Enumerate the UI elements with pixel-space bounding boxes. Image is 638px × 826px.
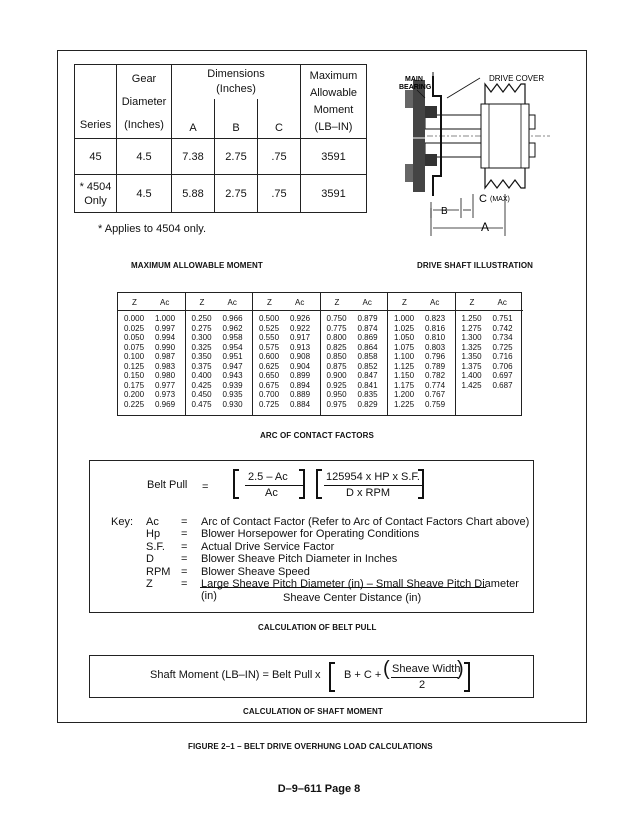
arc-header-z: Z xyxy=(334,298,340,307)
cell-b: 2.75 xyxy=(215,139,258,175)
arc-ac-value: 0.879 xyxy=(357,314,378,323)
arc-ac-value: 0.823 xyxy=(425,314,446,323)
arc-row xyxy=(388,362,455,372)
bracket-left-3 xyxy=(329,662,335,692)
arc-row xyxy=(253,333,320,343)
arc-z-value: 0.050 xyxy=(124,333,145,342)
arc-z-value: 1.225 xyxy=(394,399,415,409)
arc-z-value: 0.275 xyxy=(191,323,212,333)
arc-z-value: 0.725 xyxy=(259,399,280,409)
arc-row xyxy=(186,343,253,353)
arc-ac-value: 0.782 xyxy=(425,371,446,380)
arc-row xyxy=(118,400,185,410)
header-col-c: C xyxy=(258,99,301,139)
arc-header-z: Z xyxy=(469,298,475,307)
arc-z-value: 0.175 xyxy=(124,380,145,390)
arc-row xyxy=(321,343,388,353)
arc-z-value: 0.800 xyxy=(326,333,347,342)
arc-row xyxy=(186,400,253,410)
shaft-fraction-line xyxy=(391,677,458,678)
sheave xyxy=(481,84,529,188)
arc-column xyxy=(321,293,389,415)
arc-z-value: 0.675 xyxy=(259,380,280,390)
arc-row xyxy=(118,362,185,372)
arc-ac-value: 0.994 xyxy=(155,333,176,342)
arc-ac-value: 0.930 xyxy=(222,399,243,409)
arc-header-z: Z xyxy=(132,298,137,307)
arc-z-value: 1.100 xyxy=(394,352,415,361)
arc-header-z: Z xyxy=(402,298,407,307)
arc-z-value: 0.225 xyxy=(124,399,145,409)
arc-row xyxy=(388,400,455,410)
arc-row xyxy=(388,371,455,381)
arc-row xyxy=(186,390,253,400)
arc-ac-value: 0.943 xyxy=(222,371,243,380)
arc-ac-value: 0.947 xyxy=(222,361,243,371)
caption-belt-pull: CALCULATION OF BELT PULL xyxy=(258,623,377,632)
arc-z-value: 0.000 xyxy=(124,314,145,323)
arc-row xyxy=(118,381,185,391)
arc-ac-value: 1.000 xyxy=(155,314,176,323)
arc-z-value: 0.250 xyxy=(191,314,212,323)
arc-header-z: Z xyxy=(199,298,205,307)
arc-ac-value: 0.789 xyxy=(425,361,446,371)
arc-row xyxy=(388,324,455,334)
arc-row xyxy=(118,343,185,353)
arc-ac-value: 0.990 xyxy=(155,342,176,352)
arc-header-ac: Ac xyxy=(295,298,305,307)
page-footer: D–9–611 Page 8 xyxy=(277,783,361,795)
arc-row xyxy=(321,381,388,391)
arc-row xyxy=(186,333,253,343)
arc-row xyxy=(456,381,524,391)
arc-row xyxy=(253,352,320,362)
bracket-left-2 xyxy=(316,469,322,499)
arc-ac-value: 0.889 xyxy=(290,390,311,399)
key-symbol: Z xyxy=(146,578,153,590)
cell-a: 5.88 xyxy=(172,175,215,213)
bracket-right-1 xyxy=(299,469,305,499)
arc-column-header xyxy=(456,298,524,310)
arc-column xyxy=(186,293,254,415)
arc-header-separator xyxy=(321,310,388,311)
arc-ac-value: 0.858 xyxy=(357,352,378,361)
arc-row xyxy=(253,314,320,324)
arc-of-contact-table xyxy=(117,292,522,416)
key-equals: = xyxy=(181,540,188,553)
frac2-line xyxy=(324,485,422,486)
arc-ac-value: 0.973 xyxy=(155,390,176,399)
arc-ac-value: 0.697 xyxy=(492,371,513,380)
arc-ac-value: 0.939 xyxy=(222,380,243,390)
arc-header-separator xyxy=(186,310,253,311)
arc-z-value: 1.150 xyxy=(394,371,415,380)
paren-left: ( xyxy=(383,658,390,680)
key-description: Blower Horsepower for Operating Conditions xyxy=(201,528,420,541)
arc-ac-value: 0.869 xyxy=(357,333,378,342)
arc-ac-value: 0.977 xyxy=(155,380,176,390)
arc-ac-value: 0.725 xyxy=(492,342,513,352)
arc-z-value: 0.300 xyxy=(191,333,212,342)
frac2-denominator: D x RPM xyxy=(346,487,390,499)
arc-z-value: 1.275 xyxy=(461,323,482,333)
arc-row xyxy=(186,362,253,372)
arc-ac-value: 0.742 xyxy=(492,323,513,333)
arc-ac-value: 0.980 xyxy=(155,371,176,380)
key-equals: = xyxy=(181,528,188,541)
header-dimensions: Dimensions (Inches) xyxy=(172,65,301,99)
arc-header-ac: Ac xyxy=(362,298,372,307)
key-symbol: RPM xyxy=(146,565,171,578)
arc-z-value: 1.125 xyxy=(394,361,415,371)
arc-ac-value: 0.829 xyxy=(357,399,378,409)
arc-z-value: 0.325 xyxy=(191,342,212,352)
header-col-a: A xyxy=(172,99,215,139)
key-equals: = xyxy=(181,565,188,578)
arc-ac-value: 0.852 xyxy=(357,361,378,371)
arc-row xyxy=(321,400,388,410)
label-c: C xyxy=(479,193,487,205)
arc-z-value: 0.025 xyxy=(124,323,145,333)
cell-c: .75 xyxy=(258,139,301,175)
arc-row xyxy=(253,324,320,334)
arc-z-value: 1.300 xyxy=(461,333,482,342)
key-equals: = xyxy=(181,578,188,590)
cell-series: 45 xyxy=(75,139,117,175)
arc-z-value: 1.375 xyxy=(461,361,482,371)
arc-ac-value: 0.904 xyxy=(290,361,311,371)
arc-ac-value: 0.803 xyxy=(425,342,446,352)
table-row xyxy=(75,175,367,213)
arc-column-header xyxy=(321,298,388,310)
arc-z-value: 0.125 xyxy=(124,361,145,371)
arc-row xyxy=(456,343,524,353)
arc-z-value: 1.350 xyxy=(461,352,482,361)
label-b: B xyxy=(441,206,448,217)
arc-ac-value: 0.899 xyxy=(290,371,311,380)
footnote: * Applies to 4504 only. xyxy=(98,223,207,235)
arc-ac-value: 0.922 xyxy=(290,323,311,333)
arc-header-ac: Ac xyxy=(497,298,507,307)
arc-row xyxy=(253,362,320,372)
key-description: Arc of Contact Factor (Refer to Arc of Contact Factors Chart above) xyxy=(201,516,530,528)
shaft-moment-denominator: 2 xyxy=(419,679,426,691)
z-fraction-line xyxy=(200,587,486,588)
arc-row xyxy=(456,362,524,372)
arc-ac-value: 0.954 xyxy=(222,342,243,352)
arc-ac-value: 0.796 xyxy=(425,352,446,361)
arc-ac-value: 0.706 xyxy=(492,361,513,371)
header-max-moment: Maximum Allowable Moment (LB–IN) xyxy=(301,65,367,139)
arc-ac-value: 0.913 xyxy=(290,342,311,352)
arc-row xyxy=(186,324,253,334)
arc-column-header xyxy=(186,298,253,310)
arc-row xyxy=(321,390,388,400)
arc-z-value: 0.425 xyxy=(191,380,212,390)
arc-ac-value: 0.894 xyxy=(290,380,311,390)
arc-ac-value: 0.759 xyxy=(425,399,446,409)
arc-row xyxy=(456,333,524,343)
label-c-max: (MAX) xyxy=(490,196,510,203)
arc-header-ac: Ac xyxy=(160,298,170,307)
arc-row xyxy=(253,343,320,353)
arc-z-value: 1.200 xyxy=(394,390,415,399)
arc-row xyxy=(456,371,524,381)
arc-header-ac: Ac xyxy=(227,298,237,307)
cell-moment: 3591 xyxy=(301,175,367,213)
caption-shaft-moment: CALCULATION OF SHAFT MOMENT xyxy=(243,707,383,716)
arc-ac-value: 0.816 xyxy=(425,323,446,333)
arc-row xyxy=(321,352,388,362)
arc-header-z: Z xyxy=(267,298,272,307)
arc-column-header xyxy=(388,298,455,310)
arc-z-value: 0.900 xyxy=(326,371,347,380)
arc-row xyxy=(321,362,388,372)
key-symbol: Hp xyxy=(146,528,161,541)
figure-caption: FIGURE 2–1 – BELT DRIVE OVERHUNG LOAD CALCULATIONS xyxy=(188,742,433,751)
key-description: Actual Drive Service Factor xyxy=(201,540,335,553)
arc-row xyxy=(321,333,388,343)
key-symbol: S.F. xyxy=(146,540,165,553)
arc-column xyxy=(118,293,186,415)
arc-row xyxy=(253,381,320,391)
frac1-numerator: 2.5 – Ac xyxy=(248,471,288,483)
key-description: Blower Sheave Speed xyxy=(201,565,310,578)
key-equals: = xyxy=(181,553,188,566)
arc-z-value: 0.500 xyxy=(259,314,280,323)
arc-row xyxy=(388,390,455,400)
arc-ac-value: 0.908 xyxy=(290,352,311,361)
arc-z-value: 0.550 xyxy=(259,333,280,342)
arc-header-separator xyxy=(118,310,185,311)
arc-z-value: 1.250 xyxy=(461,314,482,323)
arc-column-header xyxy=(118,298,185,310)
frac1-line xyxy=(245,485,305,486)
arc-row xyxy=(186,371,253,381)
arc-row xyxy=(253,390,320,400)
header-col-b: B xyxy=(215,99,258,139)
arc-ac-value: 0.926 xyxy=(290,314,311,323)
arc-row xyxy=(253,371,320,381)
arc-row xyxy=(388,314,455,324)
arc-ac-value: 0.917 xyxy=(290,333,311,342)
cell-diameter: 4.5 xyxy=(117,139,172,175)
shaft-moment-box xyxy=(89,655,534,698)
arc-row xyxy=(186,381,253,391)
frac2-numerator: 125954 x HP x S.F. xyxy=(326,471,420,483)
belt-pull-equals: = xyxy=(202,481,209,493)
arc-z-value: 0.975 xyxy=(326,399,347,409)
arc-z-value: 0.700 xyxy=(259,390,280,399)
arc-ac-value: 0.951 xyxy=(222,352,243,361)
arc-header-separator xyxy=(456,310,524,311)
arc-ac-value: 0.847 xyxy=(357,371,378,380)
arc-ac-value: 0.962 xyxy=(222,323,243,333)
key-title: Key: xyxy=(111,516,134,528)
arc-ac-value: 0.874 xyxy=(357,323,378,333)
arc-ac-value: 0.841 xyxy=(357,380,378,390)
arc-z-value: 1.050 xyxy=(394,333,415,342)
arc-row xyxy=(456,352,524,362)
arc-z-value: 1.425 xyxy=(461,380,482,390)
arc-header-separator xyxy=(253,310,320,311)
arc-row xyxy=(321,324,388,334)
arc-row xyxy=(118,371,185,381)
arc-row xyxy=(186,314,253,324)
bracket-right-3 xyxy=(464,662,470,692)
arc-ac-value: 0.969 xyxy=(155,399,176,409)
arc-row xyxy=(456,324,524,334)
arc-ac-value: 0.810 xyxy=(425,333,446,342)
shaft-moment-numerator: Sheave Width xyxy=(392,663,461,675)
arc-row xyxy=(388,381,455,391)
caption-arc-of-contact: ARC OF CONTACT FACTORS xyxy=(260,431,374,440)
key-description: Large Sheave Pitch Diameter (in) – Small Sheave Pitch Diameter (in) xyxy=(201,578,519,602)
label-a: A xyxy=(481,220,490,234)
cell-b: 2.75 xyxy=(215,175,258,213)
header-gear-diameter: Gear Diameter (Inches) xyxy=(117,65,172,139)
arc-ac-value: 0.716 xyxy=(492,352,513,361)
arc-header-ac: Ac xyxy=(430,298,440,307)
frac1-denominator: Ac xyxy=(265,487,278,499)
cell-series: * 4504 Only xyxy=(75,175,117,213)
arc-ac-value: 0.997 xyxy=(155,323,176,333)
key-description: Blower Sheave Pitch Diameter in Inches xyxy=(201,553,398,566)
cell-diameter: 4.5 xyxy=(117,175,172,213)
dimensions-table xyxy=(74,64,367,213)
belt-pull-label: Belt Pull xyxy=(147,479,188,491)
arc-row xyxy=(321,314,388,324)
label-drive-cover: DRIVE COVER xyxy=(489,74,545,83)
arc-ac-value: 0.751 xyxy=(492,314,513,323)
arc-ac-value: 0.884 xyxy=(290,399,311,409)
arc-ac-value: 0.734 xyxy=(492,333,513,342)
key-symbol: D xyxy=(146,553,154,566)
arc-z-value: 0.525 xyxy=(259,323,280,333)
paren-right: ) xyxy=(457,658,464,680)
arc-row xyxy=(321,371,388,381)
arc-z-value: 0.950 xyxy=(326,390,347,399)
arc-ac-value: 0.864 xyxy=(357,342,378,352)
arc-z-value: 0.450 xyxy=(191,390,212,399)
arc-ac-value: 0.983 xyxy=(155,361,176,371)
arc-ac-value: 0.935 xyxy=(222,390,243,399)
shaft-moment-lhs: Shaft Moment (LB–IN) = Belt Pull xyxy=(150,669,313,681)
arc-z-value: 1.025 xyxy=(394,323,415,333)
arc-ac-value: 0.966 xyxy=(222,314,243,323)
caption-drive-shaft: DRIVE SHAFT ILLUSTRATION xyxy=(417,261,534,270)
arc-row xyxy=(388,333,455,343)
arc-row xyxy=(118,324,185,334)
arc-ac-value: 0.774 xyxy=(425,380,446,390)
arc-row xyxy=(118,314,185,324)
arc-z-value: 0.100 xyxy=(124,352,145,361)
arc-z-value: 0.850 xyxy=(326,352,347,361)
arc-ac-value: 0.835 xyxy=(357,390,378,399)
arc-row xyxy=(118,352,185,362)
arc-z-value: 0.750 xyxy=(326,314,347,323)
key-equals: = xyxy=(181,516,188,528)
cell-c: .75 xyxy=(258,175,301,213)
arc-z-value: 0.150 xyxy=(124,371,145,380)
arc-z-value: 0.600 xyxy=(259,352,280,361)
table-row xyxy=(75,139,367,175)
arc-z-value: 0.475 xyxy=(191,399,212,409)
header-series: Series xyxy=(75,65,117,139)
shaft-moment-middle: B + C + xyxy=(344,669,382,681)
arc-row xyxy=(118,333,185,343)
arc-ac-value: 0.687 xyxy=(492,380,513,390)
arc-z-value: 0.400 xyxy=(191,371,212,380)
arc-column xyxy=(388,293,456,415)
drive-shaft-illustration xyxy=(385,68,555,236)
arc-ac-value: 0.767 xyxy=(425,390,446,399)
arc-z-value: 1.325 xyxy=(461,342,482,352)
arc-z-value: 1.075 xyxy=(394,342,415,352)
key-symbol: Ac xyxy=(146,516,159,528)
arc-z-value: 0.650 xyxy=(259,371,280,380)
arc-z-value: 0.575 xyxy=(259,342,280,352)
arc-z-value: 0.350 xyxy=(191,352,212,361)
arc-z-value: 1.000 xyxy=(394,314,415,323)
arc-row xyxy=(186,352,253,362)
cell-moment: 3591 xyxy=(301,139,367,175)
arc-z-value: 0.200 xyxy=(124,390,145,399)
label-main: MAIN xyxy=(405,76,423,83)
arc-z-value: 1.400 xyxy=(461,371,482,380)
arc-z-value: 0.775 xyxy=(326,323,347,333)
arc-row xyxy=(388,352,455,362)
arc-z-value: 0.825 xyxy=(326,342,347,352)
belt-pull-box xyxy=(89,460,534,613)
arc-z-value: 0.625 xyxy=(259,361,280,371)
shaft-moment-times: x xyxy=(315,669,321,681)
arc-z-value: 0.075 xyxy=(124,342,145,352)
z-denominator: Sheave Center Distance (in) xyxy=(283,592,422,604)
arc-header-separator xyxy=(388,310,455,311)
arc-z-value: 0.925 xyxy=(326,380,347,390)
arc-ac-value: 0.958 xyxy=(222,333,243,342)
arc-row xyxy=(388,343,455,353)
arc-z-value: 1.175 xyxy=(394,380,415,390)
arc-column xyxy=(456,293,524,415)
arc-z-value: 0.375 xyxy=(191,361,212,371)
arc-row xyxy=(253,400,320,410)
caption-max-moment: MAXIMUM ALLOWABLE MOMENT xyxy=(131,261,263,270)
arc-column-header xyxy=(253,298,320,310)
arc-row xyxy=(456,314,524,324)
arc-ac-value: 0.987 xyxy=(155,352,176,361)
bracket-left-1 xyxy=(233,469,239,499)
arc-column xyxy=(253,293,321,415)
arc-row xyxy=(118,390,185,400)
bracket-right-2 xyxy=(418,469,424,499)
arc-z-value: 0.875 xyxy=(326,361,347,371)
cell-a: 7.38 xyxy=(172,139,215,175)
label-bearing: BEARING xyxy=(399,84,432,91)
